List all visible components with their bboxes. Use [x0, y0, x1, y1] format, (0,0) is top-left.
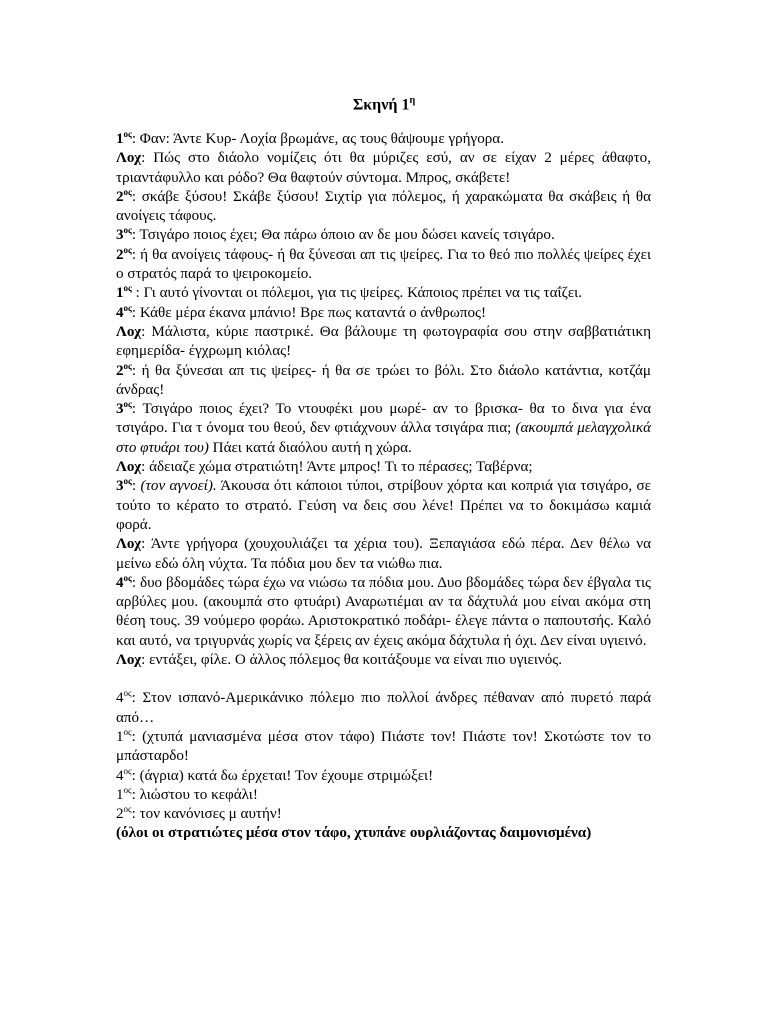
title-text: Σκηνή 1 — [352, 96, 410, 114]
dialogue-text: Άντε γρήγορα (χουχουλιάζει τα χέρια του). Ξεπαγιάσα εδώ πέρα. Δεν θέλω να μείνω εδώ όλη νύχτα. Τα πόδια μου δεν τα νιώθω πια. — [116, 536, 651, 572]
stage-direction: (ακουμπά μελαγχολικά στο φτυάρι του) — [116, 420, 651, 456]
speaker-label — [116, 324, 141, 340]
dialogue-text: ή θα ανοίγεις τάφους- ή θα ξύνεσαι απ τις ψείρες. Για το θεό πιο πολλές ψείρες έχει ο στρατός παρά το ψειροκομείο. — [116, 246, 652, 283]
speaker-ordinal: ος — [123, 688, 132, 699]
dialogue-text: Κάθε μέρα έκανα μπάνιο! Βρε πως καταντά ο άνθρωπος! — [139, 304, 486, 321]
line-separator: : — [131, 304, 140, 321]
speaker-label — [116, 765, 132, 784]
speaker-label — [116, 690, 132, 706]
speaker-label — [116, 459, 141, 475]
dialogue-line — [116, 130, 651, 149]
dialogue-line — [116, 805, 651, 824]
speaker-ordinal: ος — [123, 476, 132, 487]
speaker-label — [116, 186, 132, 205]
speaker-name: 4 — [116, 304, 124, 321]
speaker-label — [116, 784, 132, 803]
speaker-label — [116, 401, 132, 417]
line-separator: : — [141, 150, 154, 167]
dialogue-text: Τσιγάρο ποιος έχει? Το ντουφέκι μου μωρέ- αν το βρισκα- θα το δινα για ένα τσιγάρο. Για τ όνομα του θεού, δεν φτιάχνουν άλλα τσιγάρα πια; — [116, 401, 651, 437]
line-separator: : — [131, 188, 142, 205]
speaker-name: 2 — [116, 188, 124, 205]
dialogue-text: εντάξει, φίλε. Ο άλλος πόλεμος θα κοιτάξουμε να είναι πιο υγιεινός. — [149, 652, 562, 669]
dialogue-line — [116, 304, 651, 323]
speaker-ordinal: ος — [123, 128, 132, 139]
dialogue-line — [116, 786, 651, 805]
speaker-name: Λοχ — [116, 323, 142, 340]
speaker-ordinal: ος — [123, 360, 132, 371]
speaker-ordinal: ος — [123, 302, 132, 313]
line-separator: : — [131, 227, 140, 244]
line-separator: : — [131, 806, 140, 823]
line-separator: : — [131, 728, 143, 745]
speaker-name: 4 — [116, 690, 124, 707]
line-separator: : — [131, 786, 140, 803]
dialogue-line — [116, 689, 651, 728]
dialogue-text: λιώστου το κεφάλι! — [139, 786, 258, 803]
line-separator: : — [141, 652, 150, 669]
dialogue-text: Άντε Κυρ- Λοχία βρωμάνε, ας τους θάψουμε γρήγορα. — [172, 131, 504, 147]
speaker-label — [116, 360, 132, 379]
speaker-ordinal: ος — [123, 283, 132, 294]
speaker-name: 2 — [116, 806, 124, 823]
speaker-ordinal: ος — [123, 244, 132, 255]
dialogue-line — [116, 767, 651, 786]
dialogue-line — [116, 535, 651, 574]
speaker-name: Λοχ — [116, 150, 142, 167]
dialogue-text: (χτυπά μανιασμένα μέσα στον τάφο) Πιάστε τον! Πιάστε τον! Σκοτώστε τον το μπάσταρδο! — [116, 728, 651, 765]
speaker-ordinal: ος — [123, 726, 132, 737]
speaker-name: 1 — [116, 786, 124, 803]
speaker-label — [116, 285, 132, 301]
speaker-ordinal: ος — [123, 399, 132, 410]
stage-direction: (όλοι οι στρατιώτες μέσα στον τάφο, χτυπάνε ουρλιάζοντας δαιμονισμένα) — [116, 825, 592, 842]
speaker-name: 2 — [116, 362, 124, 379]
dialogue-line — [116, 149, 651, 188]
dialogue-line — [116, 728, 651, 767]
speaker-name: 1 — [116, 285, 124, 302]
speaker-label — [116, 726, 132, 745]
speaker-label — [116, 244, 132, 263]
speaker-name: 1 — [116, 131, 124, 147]
dialogue-text: (άγρια) κατά δω έρχεται! Τον έχουμε στριμώξει! — [139, 767, 434, 784]
speaker-label — [116, 478, 132, 494]
dialogue-text: Πάει κατά διαόλου αυτή η χώρα. — [208, 439, 412, 456]
speaker-ordinal: ος — [123, 804, 132, 815]
dialogue-text: Πώς στο διάολο νομίζεις ότι θα μύριζες εσύ, αν σε είχαν 2 μέρες άθαφτο, τριαντάφυλλο και ρόδο? Θα θαφτούν σύντομα. Μπρος, σκάβετε! — [116, 150, 651, 186]
speaker-name: 1 — [116, 728, 124, 745]
dialogue-text: τον κανόνισες μ αυτήν! — [139, 806, 282, 823]
dialogue-line — [116, 824, 651, 843]
dialogue-line — [116, 458, 651, 477]
dialogue-text: δυο βδομάδες τώρα έχω να νιώσω τα πόδια μου. Δυο βδομάδες τώρα δεν έβγαλα τις αρβύλες μου. (ακουμπά στο φτυάρι) Αναρωτιέμαι αν τα δάχτυλά μου είναι ακόμα στη θέση τους. 39 νούμερο φοράω. Αριστοκρατικό ποδάρι- έλεγε πάντα ο παπουτσής. Καλό και αυτό, να τριγυρνάς χωρίς να ξέρεις αν έχεις ακόμα δάχτυλα ή όχι. Δεν είναι υγιεινό. — [116, 574, 651, 649]
dialogue-line — [116, 362, 651, 401]
dialogue-text: Μάλιστα, κύριε παστρικέ. Θα βάλουμε τη φωτογραφία σου στην σαββατιάτικη εφημερίδα- έγχρωμη κιόλας! — [116, 323, 652, 360]
speaker-ordinal: ος — [123, 572, 132, 583]
dialogue-line — [116, 188, 651, 227]
line-separator: : — [141, 536, 151, 553]
line-separator: : — [141, 323, 152, 340]
speaker-name: Λοχ — [116, 536, 142, 553]
speaker-ordinal: ος — [123, 765, 132, 776]
speaker-label — [116, 227, 132, 243]
line-separator: : — [131, 285, 144, 302]
speaker-label — [116, 302, 132, 321]
line-separator: : — [131, 478, 141, 495]
speaker-label — [116, 536, 141, 552]
dialogue-text: ή θα ξύνεσαι απ τις ψείρες- ή θα σε τρώει το βόλι. Στο διάολο κατάντια, κοτζάμ άνδρας! — [116, 362, 652, 398]
speaker-label — [116, 652, 141, 668]
script-body — [116, 130, 651, 844]
dialogue-line — [116, 477, 651, 535]
speaker-name: 3 — [116, 227, 124, 244]
speaker-label — [116, 150, 141, 166]
dialogue-text: άδειαζε χώμα στρατιώτη! Άντε μπρος! Τι το πέρασες; Ταβέρνα; — [149, 459, 533, 476]
speaker-name: 4 — [116, 767, 124, 784]
dialogue-line — [116, 226, 651, 245]
speaker-ordinal: ος — [123, 784, 132, 795]
dialogue-line — [116, 651, 651, 670]
dialogue-text: Τσιγάρο ποιος έχει; Θα πάρω όποιο αν δε μου δώσει κανείς τσιγάρο. — [139, 227, 555, 244]
line-separator: : Φαν: — [131, 131, 173, 147]
dialogue-line — [116, 284, 651, 303]
line-separator: : — [131, 362, 142, 379]
line-separator: : — [131, 246, 141, 263]
line-separator: : — [131, 401, 143, 418]
dialogue-line — [116, 323, 651, 362]
speaker-name: 2 — [116, 246, 124, 263]
speaker-name: Λοχ — [116, 652, 142, 669]
page-title — [0, 92, 768, 114]
speaker-ordinal: ος — [123, 225, 132, 236]
speaker-label — [116, 128, 132, 147]
dialogue-line — [116, 400, 651, 458]
line-separator: : — [141, 459, 150, 476]
dialogue-line — [116, 246, 651, 285]
speaker-name: Λοχ — [116, 459, 142, 476]
dialogue-text: σκάβε ξύσου! Σκάβε ξύσου! Σιχτίρ για πόλεμος, ή χαρακώματα θα σκάβεις ή θα ανοίγεις τάφους. — [116, 188, 652, 225]
speaker-name: 4 — [116, 574, 124, 591]
line-separator: : — [131, 574, 140, 591]
speaker-ordinal: ος — [123, 186, 132, 197]
dialogue-text: Άκουσα ότι κάποιοι τύποι, στρίβουν χόρτα και κοπριά για τσιγάρο, σε τούτο το κέρατο το στρατό. Γεύση να δεις σου λένε! Πρέπει να το δοκιμάσω καμιά φορά. — [116, 478, 651, 533]
title-superscript: η — [409, 95, 416, 106]
dialogue-line — [116, 574, 651, 651]
stage-direction: (τον αγνοεί). — [140, 478, 217, 495]
speaker-name: 3 — [116, 401, 124, 418]
line-separator: : — [131, 767, 140, 784]
speaker-name: 3 — [116, 478, 124, 495]
dialogue-text: Γι αυτό γίνονται οι πόλεμοι, για τις ψείρες. Κάποιος πρέπει να τις ταΐζει. — [143, 285, 583, 302]
line-separator: : — [131, 690, 143, 707]
speaker-label — [116, 572, 132, 591]
dialogue-text: Στον ισπανό-Αμερικάνικο πόλεμο πιο πολλοί άνδρες πέθαναν από πυρετό παρά από… — [116, 690, 651, 726]
speaker-label — [116, 806, 132, 822]
